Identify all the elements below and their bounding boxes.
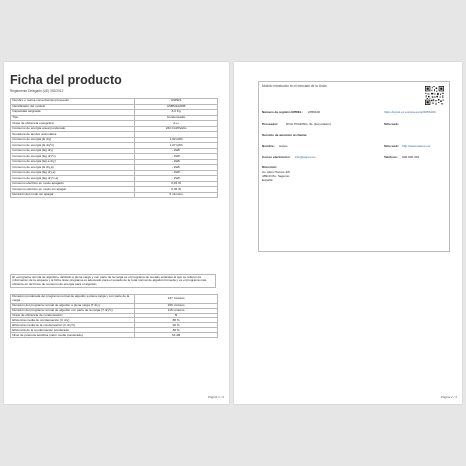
eprel-label: Número de registro EPREL: [262,110,303,114]
contact-website-link[interactable]: http://www.aspes.es/ [402,144,431,148]
address-line: 48910 Pto. Sagunto [262,174,290,179]
page-number: Página 2 / 2 [440,395,457,399]
row-label: Identificador del modelo [11,104,135,110]
address-line: Av. Altos Hornos 4/5 [262,170,290,174]
row-label: Clase de eficiencia energética [11,121,135,127]
row-value: 0,45 W [135,181,218,187]
supplier-value: DIVA TRADING, SL (Importador) [286,122,331,126]
row-value: ASPES [135,99,218,105]
row-label: Consumo de energía (Eg dry½,a) [11,176,135,182]
product-sheet-page-2 [234,62,462,404]
program-table [10,294,218,338]
address-label: Dirección: [262,165,278,169]
row-label: Consumo eléctrico en modo apagado [11,181,135,187]
standard-program-note: El «programa normal de algodón» utilizado a plena carga y con parte de la carga es el programa de secado estándar al que se refieren la información de la etiqueta y la ficha. Este programa es adecuado para el secado de la ropa normal de algodón húmeda y es el programa más eficiente en términos de consumo de energía para el algodón. [10,274,216,288]
row-label: Consumo de energía (Eg dry,a) [11,170,135,176]
row-label: Capacidad asignada [11,110,135,116]
row-value: 137 minutos [135,295,218,304]
row-value: 1,07 kWh [135,143,218,149]
row-value: Condensador [135,115,218,121]
address-line: España [262,178,273,183]
row-label: Secadora de tambor automática [11,132,135,138]
contact-name-value: Aspes [279,144,288,148]
product-sheet-page-1 [4,62,229,404]
row-label: Consumo de energía (E dry) [11,137,135,143]
row-value: 206 minutos [135,303,218,308]
row-value: 89 % [135,328,218,333]
row-label: Consumo de energía (E dry,a) [11,165,135,171]
row-value: 232,0 kWh/año [135,126,218,132]
row-label: Nivel de potencia acústica (valor medio ponderado) [11,333,135,338]
row-label: Eficiencia media de la condensación (C dry½) [11,323,135,328]
row-value: 64 dB [135,333,218,338]
row-label: Consumo eléctrico en modo sin apagar [11,187,135,193]
row-value: 5 minutos [135,192,218,198]
supplier-website-label: Sitio web: [384,122,399,126]
row-value: - kWh [135,154,218,160]
row-label: Consumo de energía (Eg dry½) [11,154,135,160]
page-title: Ficha del producto [10,73,122,87]
row-value: 88 % [135,318,218,323]
table-row [11,333,218,338]
eprel-link[interactable]: https://eprel.ec.europa.eu/qr/2056100 [384,110,436,114]
phone-label: Teléfono: [384,155,398,159]
row-value: 116 minutos [135,308,218,313]
regulation-subtitle: Reglamento Delegado (UE) 392/2012 [10,89,64,93]
row-label: Clase de eficiencia de condensación [11,313,135,318]
row-value: 90 % [135,323,218,328]
row-label: Consumo de energía (Eg dry) [11,148,135,154]
row-value: - kWh [135,170,218,176]
row-label: Duración del programa normal de algodón con parte de la carga (T dry½) [11,308,135,313]
row-value: - kWh [135,165,218,171]
spec-table [10,98,218,198]
row-value: ASBM1A2DB [135,104,218,110]
row-label: Eficiencia media de condensación (C dry) [11,318,135,323]
qr-code-icon[interactable] [425,86,444,105]
row-value: 0,35 W [135,187,218,193]
row-label: Consumo de energía (Eg,a dry) [11,159,135,165]
row-value: - kWh [135,176,218,182]
table-row [11,192,218,198]
supplier-label: Proveedor: [262,122,279,126]
contact-website-label: Sitio web: [384,144,399,148]
row-label: Consumo de energía anual ponderado [11,126,135,132]
row-value: A++ [135,121,218,127]
address-block [262,170,290,183]
phone-value: 900 900 334 [402,155,420,159]
row-label: Tipo [11,115,135,121]
contact-name-label: Nombre: [262,144,275,148]
row-value: B [135,313,218,318]
row-value: 1,92 kWh [135,137,218,143]
table-row [11,295,218,304]
email-label: Correo electrónico: [262,155,291,159]
row-label: Duración del modo sin apagar [11,192,135,198]
row-value: - kWh [135,159,218,165]
customer-service-label: Servicio de atención al cliente: [262,133,308,137]
page-number: Página 1 / 2 [207,395,224,399]
row-label: Nombre o marca comercial del proveedor [11,99,135,105]
market-header: Modelo introducido en el mercado de la Unión [262,83,328,88]
row-label: Duración ponderada del programa normal de algodón a plena carga y con parte de la carga [11,295,135,304]
row-label: Duración del programa normal de algodón a plena carga (T dry) [11,303,135,308]
row-label: Eficiencia de la condensación ponderada [11,328,135,333]
eprel-number: 2056100 [308,110,321,114]
email-link[interactable]: info@aspes.es [295,155,316,159]
row-label: Consumo de energía (E dry½) [11,143,135,149]
row-value: 8,0 Kg [135,110,218,116]
row-value: - kWh [135,148,218,154]
eprel-info-box [258,81,450,252]
